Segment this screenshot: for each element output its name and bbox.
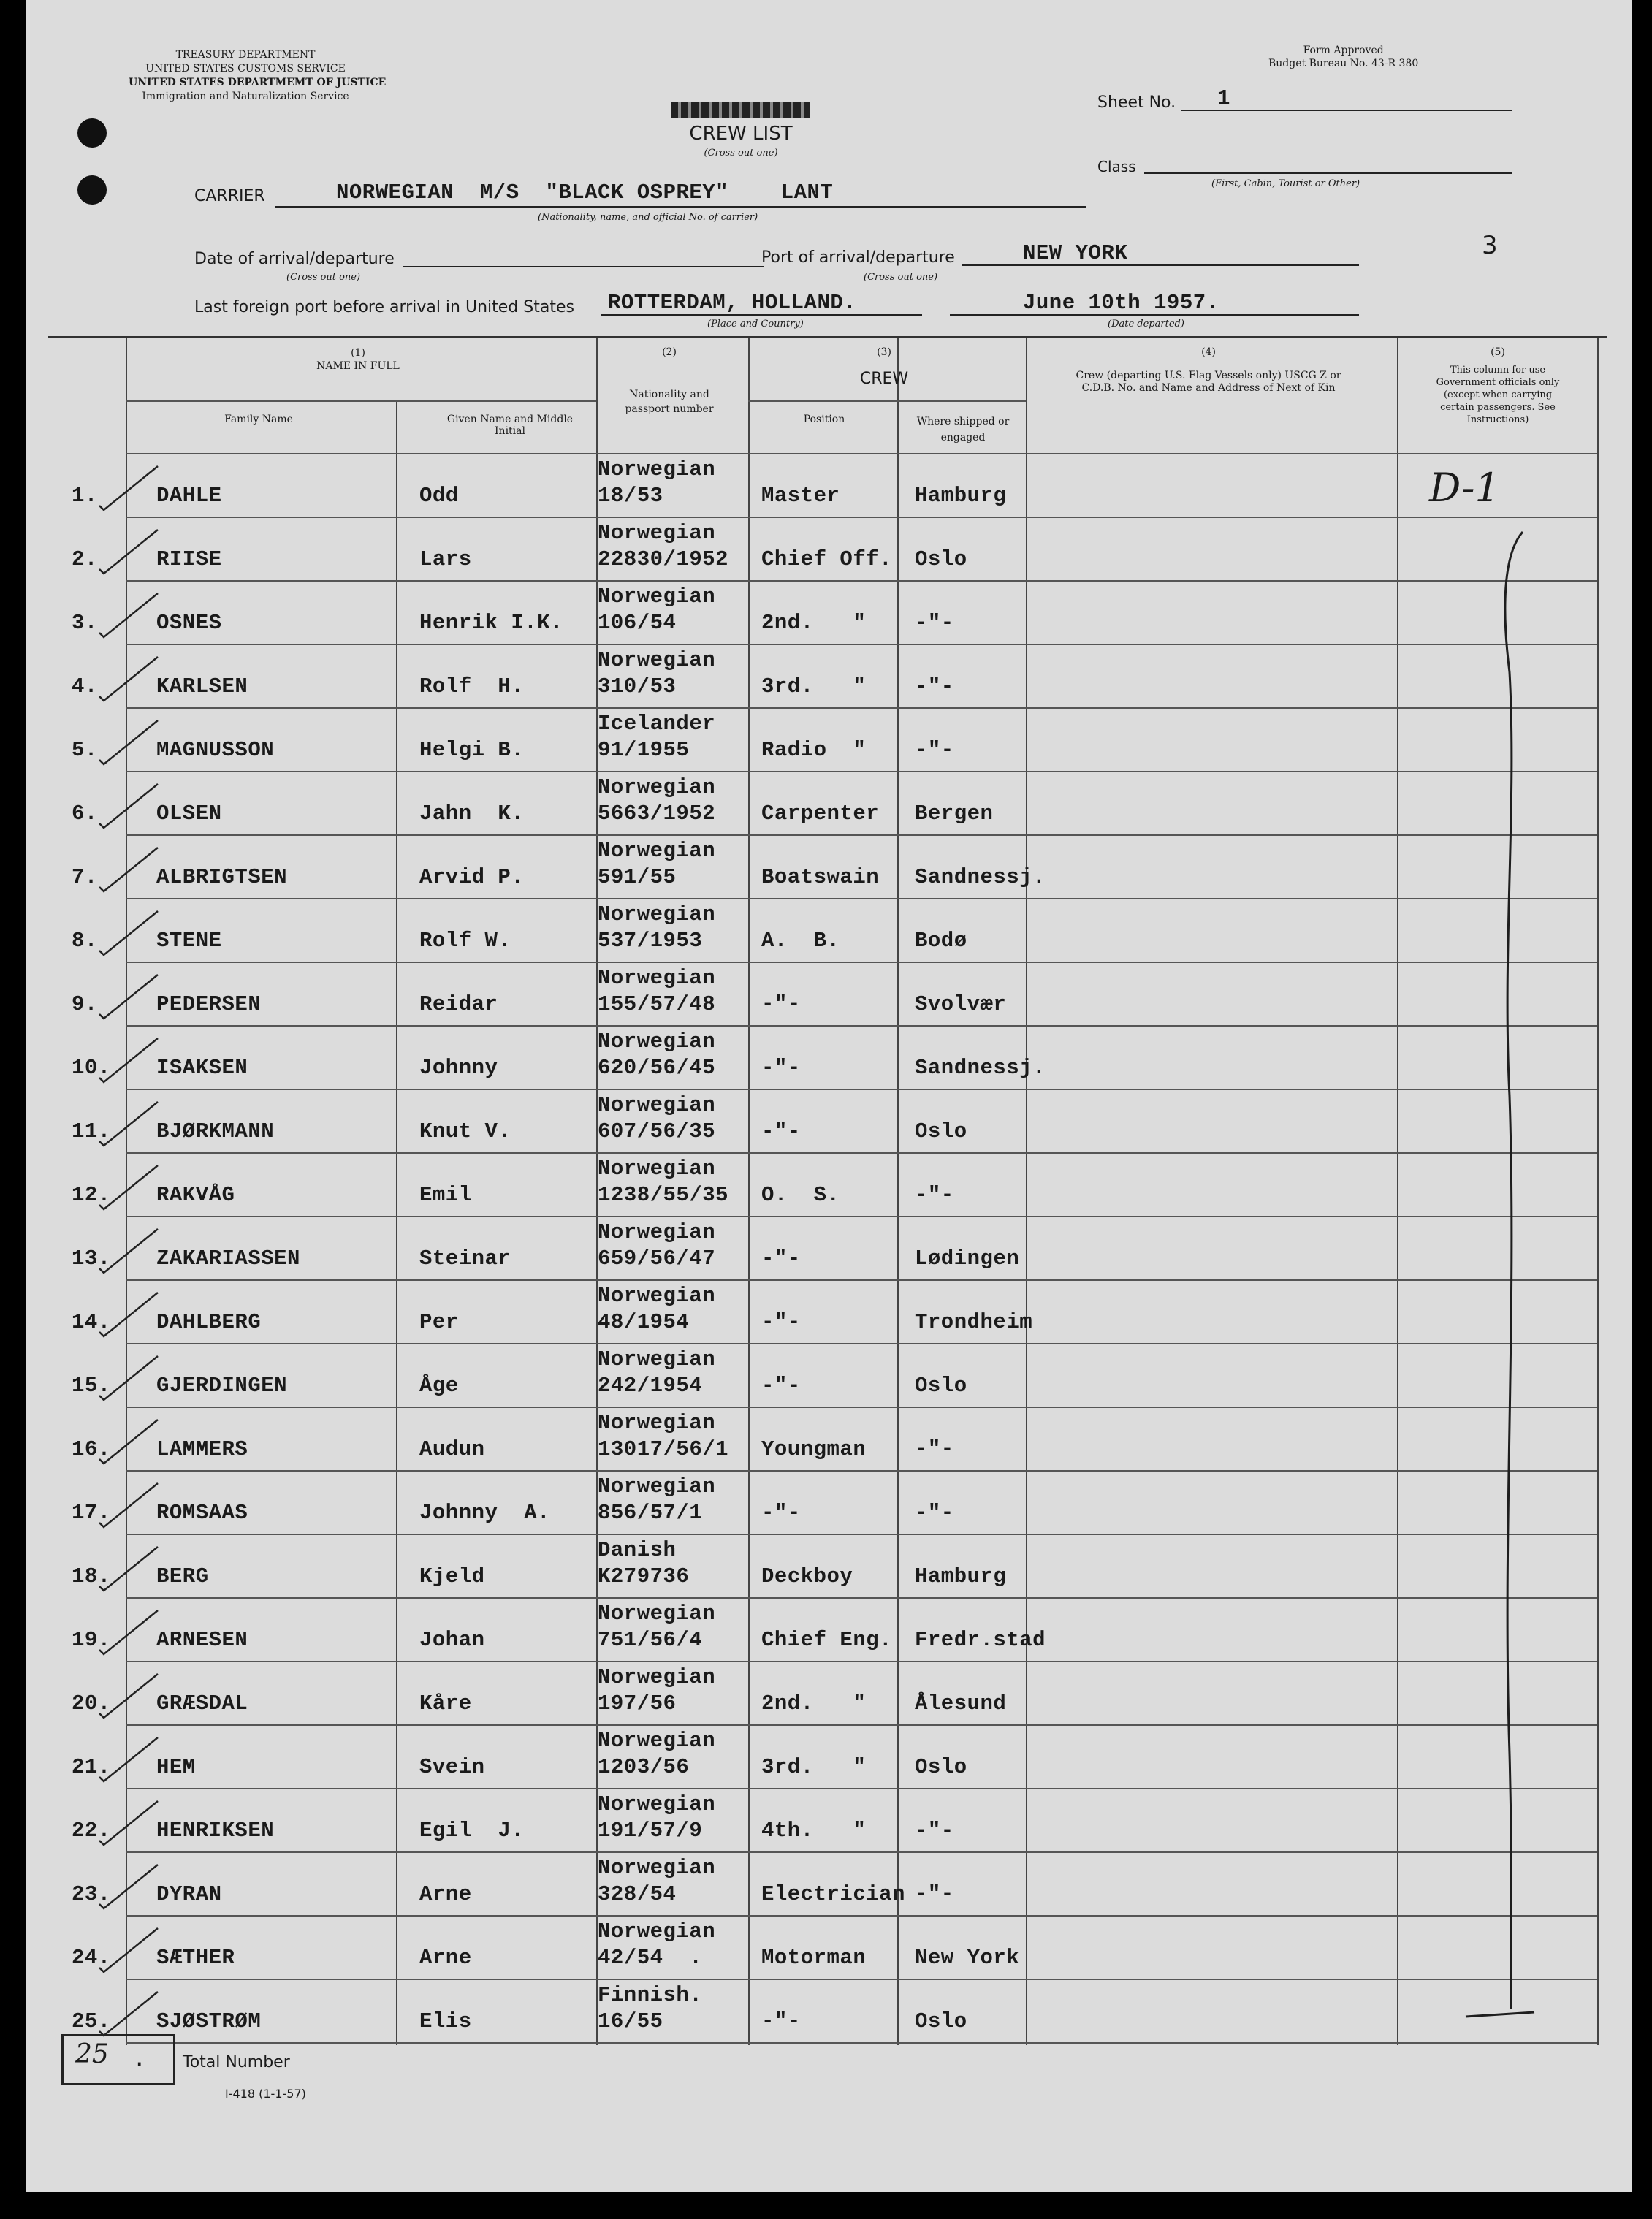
total-label: Total Number bbox=[183, 2053, 290, 2071]
shipped-at: -"- bbox=[915, 1819, 954, 1843]
nationality-header: Nationality and passport number bbox=[625, 389, 714, 415]
passport-number: 1238/55/35 bbox=[598, 1183, 729, 1207]
given-name: Helgi B. bbox=[419, 738, 525, 762]
shipped-at: Oslo bbox=[915, 2009, 967, 2033]
last-port-value: ROTTERDAM, HOLLAND. bbox=[608, 291, 857, 315]
position: -"- bbox=[761, 1246, 801, 1271]
row-rule bbox=[126, 1025, 1597, 1027]
row-rule bbox=[126, 1152, 1597, 1154]
passport-number: 607/56/35 bbox=[598, 1119, 716, 1143]
last-port-note: (Place and Country) bbox=[707, 319, 804, 330]
check-tick bbox=[96, 1161, 162, 1212]
check-tick bbox=[96, 1733, 162, 1784]
shipped-at: -"- bbox=[915, 1437, 954, 1461]
nationality: Icelander bbox=[598, 712, 716, 736]
row-rule bbox=[126, 1979, 1597, 1980]
row-rule bbox=[126, 1089, 1597, 1090]
row-rule bbox=[126, 1915, 1597, 1917]
row-rule bbox=[126, 1216, 1597, 1217]
position: Electrician bbox=[761, 1882, 905, 1906]
shipped-header: Where shipped or engaged bbox=[916, 416, 1010, 444]
check-tick bbox=[96, 907, 162, 958]
nationality: Norwegian bbox=[598, 1792, 716, 1816]
check-tick bbox=[96, 1860, 162, 1911]
check-tick bbox=[96, 589, 162, 640]
shipped-at: Fredr.stad bbox=[915, 1628, 1046, 1652]
row-number: 7. bbox=[72, 865, 98, 889]
shipped-at: Ålesund bbox=[915, 1691, 1007, 1716]
passport-number: 48/1954 bbox=[598, 1310, 690, 1334]
family-name: ALBRIGTSEN bbox=[156, 865, 288, 889]
passport-number: 91/1955 bbox=[598, 738, 690, 762]
given-name: Kjeld bbox=[419, 1564, 485, 1588]
nationality: Norwegian bbox=[598, 1157, 716, 1181]
position: Carpenter bbox=[761, 802, 880, 826]
position: 4th. " bbox=[761, 1819, 867, 1843]
position: -"- bbox=[761, 1374, 801, 1398]
nationality: Danish bbox=[598, 1538, 677, 1562]
family-name: SÆTHER bbox=[156, 1946, 235, 1970]
check-tick bbox=[96, 1924, 162, 1975]
corner-number: 3 bbox=[1482, 231, 1498, 260]
row-rule bbox=[126, 580, 1597, 582]
header-subrule bbox=[748, 400, 1026, 402]
nationality: Norwegian bbox=[598, 1474, 716, 1499]
passport-number: 16/55 bbox=[598, 2009, 663, 2033]
row-number: 22. bbox=[72, 1819, 111, 1843]
check-tick bbox=[96, 1097, 162, 1149]
passport-number: 191/57/9 bbox=[598, 1819, 703, 1843]
family-name: SJØSTRØM bbox=[156, 2009, 262, 2033]
given-name: Arvid P. bbox=[419, 865, 525, 889]
family-name: BERG bbox=[156, 1564, 209, 1588]
passport-number: 242/1954 bbox=[598, 1374, 703, 1398]
family-name: GJERDINGEN bbox=[156, 1374, 288, 1398]
given-name: Rolf H. bbox=[419, 674, 525, 699]
passport-number: 42/54 . bbox=[598, 1946, 703, 1970]
position: Motorman bbox=[761, 1946, 867, 1970]
shipped-at: Oslo bbox=[915, 1374, 967, 1398]
position: 3rd. " bbox=[761, 1755, 867, 1779]
nationality: Norwegian bbox=[598, 1602, 716, 1626]
given-name: Henrik I.K. bbox=[419, 611, 563, 635]
check-tick bbox=[96, 1225, 162, 1276]
date-label: Date of arrival/departure bbox=[194, 250, 395, 268]
row-number: 10. bbox=[72, 1056, 111, 1080]
passport-number: 197/56 bbox=[598, 1691, 677, 1716]
given-name: Jahn K. bbox=[419, 802, 525, 826]
port-value: NEW YORK bbox=[1023, 241, 1128, 265]
crew-header: CREW bbox=[859, 370, 909, 388]
shipped-at: Oslo bbox=[915, 1755, 967, 1779]
check-tick bbox=[96, 1542, 162, 1594]
row-rule bbox=[126, 1851, 1597, 1853]
family-name: OLSEN bbox=[156, 802, 222, 826]
carrier-label: CARRIER bbox=[194, 187, 265, 205]
given-name: Emil bbox=[419, 1183, 472, 1207]
passport-number: 5663/1952 bbox=[598, 802, 716, 826]
passport-number: 328/54 bbox=[598, 1882, 677, 1906]
family-name: RIISE bbox=[156, 547, 222, 571]
agency-line: Immigration and Naturalization Service bbox=[142, 91, 349, 102]
shipped-at: Oslo bbox=[915, 1119, 967, 1143]
row-rule bbox=[126, 1407, 1597, 1408]
family-name: ZAKARIASSEN bbox=[156, 1246, 300, 1271]
check-tick bbox=[96, 525, 162, 576]
last-port-label: Last foreign port before arrival in United States bbox=[194, 298, 574, 316]
position: -"- bbox=[761, 1501, 801, 1525]
given-name: Arne bbox=[419, 1946, 472, 1970]
col-number: (2) bbox=[662, 346, 677, 358]
given-name: Kåre bbox=[419, 1691, 472, 1716]
check-tick bbox=[96, 1034, 162, 1085]
position: Master bbox=[761, 484, 840, 508]
sheet-label: Sheet No. bbox=[1097, 94, 1176, 112]
family-name: ROMSAAS bbox=[156, 1501, 248, 1525]
position: 3rd. " bbox=[761, 674, 867, 699]
total-box: 25 . bbox=[61, 2034, 175, 2085]
passport-number: 310/53 bbox=[598, 674, 677, 699]
row-rule bbox=[126, 1534, 1597, 1535]
given-name: Elis bbox=[419, 2009, 472, 2033]
passport-number: 856/57/1 bbox=[598, 1501, 703, 1525]
nationality: Norwegian bbox=[598, 1029, 716, 1054]
row-rule bbox=[126, 1597, 1597, 1599]
row-number: 14. bbox=[72, 1310, 111, 1334]
position: 2nd. " bbox=[761, 611, 867, 635]
passport-number: 751/56/4 bbox=[598, 1628, 703, 1652]
agency-line: UNITED STATES DEPARTMEMT OF JUSTICE bbox=[129, 77, 387, 88]
row-rule bbox=[126, 834, 1597, 836]
family-name: LAMMERS bbox=[156, 1437, 248, 1461]
given-name: Lars bbox=[419, 547, 472, 571]
struck-out-word bbox=[671, 102, 810, 118]
shipped-at: Trondheim bbox=[915, 1310, 1033, 1334]
check-tick bbox=[96, 716, 162, 767]
next-of-kin-header: Crew (departing U.S. Flag Vessels only) USCG Z or C.D.B. No. and Name and Address of Next of Kin bbox=[1076, 370, 1341, 394]
row-rule bbox=[126, 1724, 1597, 1726]
nationality: Norwegian bbox=[598, 1093, 716, 1117]
col-title: NAME IN FULL bbox=[316, 360, 400, 372]
check-tick bbox=[96, 1288, 162, 1339]
given-name: Reidar bbox=[419, 992, 498, 1016]
row-rule bbox=[126, 707, 1597, 709]
agency-block bbox=[129, 48, 387, 104]
family-name: RAKVÅG bbox=[156, 1183, 235, 1207]
position: Radio " bbox=[761, 738, 867, 762]
punch-hole bbox=[77, 175, 107, 205]
nationality: Norwegian bbox=[598, 1856, 716, 1880]
row-number: 15. bbox=[72, 1374, 111, 1398]
passport-number: 22830/1952 bbox=[598, 547, 729, 571]
position: -"- bbox=[761, 1119, 801, 1143]
total-value: 25 bbox=[75, 2039, 109, 2069]
shipped-at: -"- bbox=[915, 1882, 954, 1906]
passport-number: 1203/56 bbox=[598, 1755, 690, 1779]
row-number: 8. bbox=[72, 929, 98, 953]
position: -"- bbox=[761, 1310, 801, 1334]
column-divider bbox=[1597, 338, 1599, 2045]
check-tick bbox=[96, 780, 162, 831]
row-number: 24. bbox=[72, 1946, 111, 1970]
form-code: I-418 (1-1-57) bbox=[225, 2087, 306, 2101]
given-name: Svein bbox=[419, 1755, 485, 1779]
nationality: Finnish. bbox=[598, 1983, 703, 2007]
check-tick bbox=[96, 1670, 162, 1721]
family-name-header: Family Name bbox=[224, 414, 293, 425]
position: -"- bbox=[761, 2009, 801, 2033]
passport-number: 537/1953 bbox=[598, 929, 703, 953]
passport-number: 620/56/45 bbox=[598, 1056, 716, 1080]
handwritten-bracket bbox=[1458, 511, 1546, 2024]
sheet-number: 1 bbox=[1217, 86, 1230, 110]
position: 2nd. " bbox=[761, 1691, 867, 1716]
passport-number: 591/55 bbox=[598, 865, 677, 889]
family-name: KARLSEN bbox=[156, 674, 248, 699]
check-tick bbox=[96, 843, 162, 894]
shipped-at: Hamburg bbox=[915, 484, 1007, 508]
position: Youngman bbox=[761, 1437, 867, 1461]
given-name: Odd bbox=[419, 484, 459, 508]
given-name: Knut V. bbox=[419, 1119, 511, 1143]
given-name: Egil J. bbox=[419, 1819, 525, 1843]
position: A. B. bbox=[761, 929, 840, 953]
shipped-at: Sandnessj. bbox=[915, 865, 1046, 889]
nationality: Norwegian bbox=[598, 585, 716, 609]
check-tick bbox=[96, 1606, 162, 1657]
given-name-header: Given Name and Middle Initial bbox=[446, 414, 574, 437]
nationality: Norwegian bbox=[598, 1284, 716, 1308]
row-number: 13. bbox=[72, 1246, 111, 1271]
row-number: 17. bbox=[72, 1501, 111, 1525]
column-divider bbox=[396, 400, 397, 2045]
passport-number: 106/54 bbox=[598, 611, 677, 635]
given-name: Johan bbox=[419, 1628, 485, 1652]
shipped-at: -"- bbox=[915, 1501, 954, 1525]
agency-line: UNITED STATES CUSTOMS SERVICE bbox=[145, 63, 346, 75]
row-rule bbox=[126, 1661, 1597, 1662]
crossout-note: (Cross out one) bbox=[864, 272, 938, 283]
row-rule bbox=[126, 1788, 1597, 1789]
shipped-at: Bergen bbox=[915, 802, 994, 826]
crew-list-document bbox=[26, 0, 1632, 2192]
shipped-at: -"- bbox=[915, 611, 954, 635]
col-number: (4) bbox=[1201, 346, 1216, 358]
given-name: Johnny A. bbox=[419, 1501, 551, 1525]
row-number: 21. bbox=[72, 1755, 111, 1779]
row-number: 18. bbox=[72, 1564, 111, 1588]
approval-line: Budget Bureau No. 43-R 380 bbox=[1268, 58, 1419, 69]
nationality: Norwegian bbox=[598, 648, 716, 672]
row-number: 3. bbox=[72, 611, 98, 635]
official-use-header: This column for use Government officials only (except when carrying certain passengers. See Instructions) bbox=[1436, 365, 1560, 425]
shipped-at: Sandnessj. bbox=[915, 1056, 1046, 1080]
nationality: Norwegian bbox=[598, 1919, 716, 1944]
nationality: Norwegian bbox=[598, 1411, 716, 1435]
passport-number: 659/56/47 bbox=[598, 1246, 716, 1271]
row-rule bbox=[126, 962, 1597, 963]
row-rule bbox=[126, 2042, 1597, 2044]
given-name: Steinar bbox=[419, 1246, 511, 1271]
carrier-value: NORWEGIAN M/S "BLACK OSPREY" LANT bbox=[336, 180, 834, 205]
row-rule bbox=[126, 517, 1597, 518]
table-top-rule bbox=[48, 336, 1607, 338]
crossout-note: (Cross out one) bbox=[286, 272, 361, 283]
given-name: Arne bbox=[419, 1882, 472, 1906]
passport-number: 13017/56/1 bbox=[598, 1437, 729, 1461]
family-name: PEDERSEN bbox=[156, 992, 262, 1016]
position: -"- bbox=[761, 1056, 801, 1080]
nationality: Norwegian bbox=[598, 839, 716, 863]
row-number: 4. bbox=[72, 674, 98, 699]
row-rule bbox=[126, 1279, 1597, 1281]
check-tick bbox=[96, 970, 162, 1021]
family-name: BJØRKMANN bbox=[156, 1119, 275, 1143]
class-note: (First, Cabin, Tourist or Other) bbox=[1211, 178, 1360, 189]
shipped-at: Bodø bbox=[915, 929, 967, 953]
row-rule bbox=[126, 644, 1597, 645]
given-name: Audun bbox=[419, 1437, 485, 1461]
shipped-at: -"- bbox=[915, 674, 954, 699]
class-label: Class bbox=[1097, 158, 1136, 175]
position: Deckboy bbox=[761, 1564, 853, 1588]
family-name: ISAKSEN bbox=[156, 1056, 248, 1080]
family-name: ARNESEN bbox=[156, 1628, 248, 1652]
header-subrule bbox=[126, 400, 596, 402]
nationality: Norwegian bbox=[598, 1729, 716, 1753]
handwritten-annotation: D-1 bbox=[1429, 465, 1500, 511]
nationality: Norwegian bbox=[598, 1220, 716, 1244]
shipped-at: Hamburg bbox=[915, 1564, 1007, 1588]
given-name: Rolf W. bbox=[419, 929, 511, 953]
row-number: 12. bbox=[72, 1183, 111, 1207]
shipped-at: New York bbox=[915, 1946, 1020, 1970]
row-number: 19. bbox=[72, 1628, 111, 1652]
check-tick bbox=[96, 462, 162, 513]
row-number: 5. bbox=[72, 738, 98, 762]
family-name: GRÆSDAL bbox=[156, 1691, 248, 1716]
row-rule bbox=[126, 453, 1597, 454]
col-number: (3) bbox=[877, 346, 891, 358]
port-label: Port of arrival/departure bbox=[761, 248, 955, 267]
check-tick bbox=[96, 1797, 162, 1848]
family-name: OSNES bbox=[156, 611, 222, 635]
check-tick bbox=[96, 1479, 162, 1530]
passport-number: K279736 bbox=[598, 1564, 690, 1588]
row-number: 9. bbox=[72, 992, 98, 1016]
given-name: Johnny bbox=[419, 1056, 498, 1080]
check-tick bbox=[96, 1987, 162, 2039]
shipped-at: -"- bbox=[915, 738, 954, 762]
nationality: Norwegian bbox=[598, 1665, 716, 1689]
col-number: (5) bbox=[1491, 346, 1505, 358]
family-name: MAGNUSSON bbox=[156, 738, 275, 762]
nationality: Norwegian bbox=[598, 902, 716, 926]
passport-number: 155/57/48 bbox=[598, 992, 716, 1016]
nationality: Norwegian bbox=[598, 457, 716, 482]
row-rule bbox=[126, 1470, 1597, 1472]
position-header: Position bbox=[803, 414, 845, 425]
approval-line: Form Approved bbox=[1303, 45, 1384, 56]
given-name: Åge bbox=[419, 1374, 459, 1398]
row-number: 11. bbox=[72, 1119, 111, 1143]
nationality: Norwegian bbox=[598, 1347, 716, 1371]
check-tick bbox=[96, 1352, 162, 1403]
family-name: DAHLBERG bbox=[156, 1310, 262, 1334]
passport-number: 18/53 bbox=[598, 484, 663, 508]
row-rule bbox=[126, 1343, 1597, 1344]
agency-line: TREASURY DEPARTMENT bbox=[175, 49, 316, 61]
check-tick bbox=[96, 1415, 162, 1466]
form-title: CREW LIST bbox=[689, 123, 793, 145]
date-departed-value: June 10th 1957. bbox=[1023, 291, 1219, 315]
nationality: Norwegian bbox=[598, 775, 716, 799]
nationality: Norwegian bbox=[598, 966, 716, 990]
col-number: (1) bbox=[351, 347, 365, 359]
row-number: 20. bbox=[72, 1691, 111, 1716]
shipped-at: Svolvær bbox=[915, 992, 1007, 1016]
nationality: Norwegian bbox=[598, 521, 716, 545]
position: Boatswain bbox=[761, 865, 880, 889]
position: Chief Off. bbox=[761, 547, 893, 571]
col1-header bbox=[316, 346, 400, 373]
check-tick bbox=[96, 652, 162, 704]
shipped-at: Lødingen bbox=[915, 1246, 1020, 1271]
row-rule bbox=[126, 898, 1597, 899]
family-name: HEM bbox=[156, 1755, 196, 1779]
row-rule bbox=[126, 771, 1597, 772]
given-name: Per bbox=[419, 1310, 459, 1334]
family-name: DYRAN bbox=[156, 1882, 222, 1906]
shipped-at: -"- bbox=[915, 1183, 954, 1207]
position: -"- bbox=[761, 992, 801, 1016]
date-departed-note: (Date departed) bbox=[1108, 319, 1184, 330]
row-number: 25. bbox=[72, 2009, 111, 2033]
row-number: 23. bbox=[72, 1882, 111, 1906]
carrier-note: (Nationality, name, and official No. of carrier) bbox=[538, 212, 758, 223]
row-number: 2. bbox=[72, 547, 98, 571]
approval-block bbox=[1268, 44, 1418, 70]
punch-hole bbox=[77, 118, 107, 148]
family-name: STENE bbox=[156, 929, 222, 953]
row-number: 1. bbox=[72, 484, 98, 508]
row-number: 6. bbox=[72, 802, 98, 826]
row-number: 16. bbox=[72, 1437, 111, 1461]
position: Chief Eng. bbox=[761, 1628, 893, 1652]
family-name: DAHLE bbox=[156, 484, 222, 508]
shipped-at: Oslo bbox=[915, 547, 967, 571]
family-name: HENRIKSEN bbox=[156, 1819, 275, 1843]
position: O. S. bbox=[761, 1183, 840, 1207]
crossout-note: (Cross out one) bbox=[704, 148, 778, 159]
